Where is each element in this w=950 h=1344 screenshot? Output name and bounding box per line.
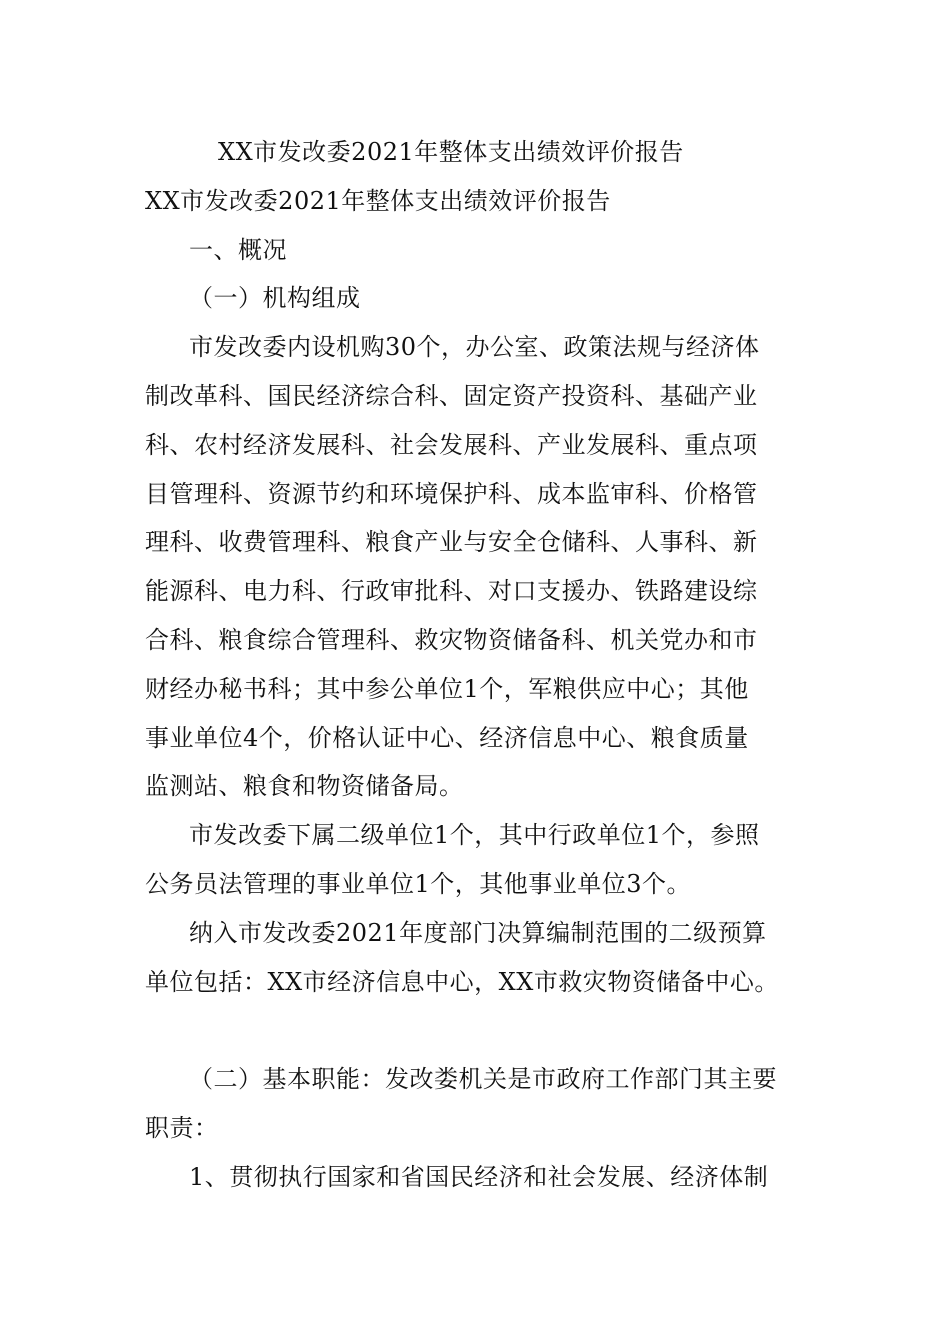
paragraph-subordinate-units-line: 市发改委下属二级单位1个，其中行政单位1个，参照	[189, 821, 760, 850]
paragraph-organization-line: 理科、收费管理科、粮食产业与安全仓储科、人事科、新	[145, 528, 758, 557]
paragraph-organization-line: 事业单位4个，价格认证中心、经济信息中心、粮食质量	[145, 723, 749, 752]
paragraph-organization-line: 市发改委内设机购30个，办公室、政策法规与经济体	[189, 333, 760, 362]
paragraph-organization-line: 制改革科、国民经济综合科、固定资产投资科、基础产业	[145, 381, 758, 410]
list-item-1: 1、贯彻执行国家和省国民经济和社会发展、经济体制	[189, 1162, 769, 1191]
paragraph-organization-line: 能源科、电力科、行政审批科、对口支援办、铁路建设综	[145, 577, 758, 606]
paragraph-organization-line: 目管理科、资源节约和环境保护科、成本监审科、价格管	[145, 479, 758, 508]
paragraph-organization-line: 合科、粮食综合管理科、救灾物资储备科、机关党办和市	[145, 625, 758, 654]
paragraph-organization-line: 科、农村经济发展科、社会发展科、产业发展科、重点项	[145, 430, 758, 459]
paragraph-budget-scope-line: 纳入市发改委2021年度部门决算编制范围的二级预算	[189, 918, 767, 947]
blank-line	[145, 1006, 835, 1055]
subsection-heading-organization: （一）机构组成	[189, 284, 361, 313]
subsection-heading-functions: （二）基本职能：发改娄机关是市政府工作部门其主要	[189, 1065, 777, 1094]
document-body	[145, 128, 835, 1202]
subsection-heading-functions-continued: 职责：	[145, 1113, 219, 1142]
paragraph-organization-line: 财经办秘书科；其中参公单位1个，军粮供应中心；其他	[145, 674, 749, 703]
section-heading-overview: 一、概况	[189, 235, 287, 264]
paragraph-subordinate-units-line: 公务员法管理的事业单位1个，其他事业单位3个。	[145, 869, 692, 898]
document-title-repeat: XX市发改委2021年整体支出绩效评价报告	[145, 186, 611, 215]
paragraph-budget-scope-line: 单位包括：XX市经济信息中心，XX市救灾物资储备中心。	[145, 967, 779, 996]
document-title: XX市发改委2021年整体支出绩效评价报告	[218, 138, 684, 166]
paragraph-organization-line: 监测站、粮食和物资储备局。	[145, 772, 464, 801]
